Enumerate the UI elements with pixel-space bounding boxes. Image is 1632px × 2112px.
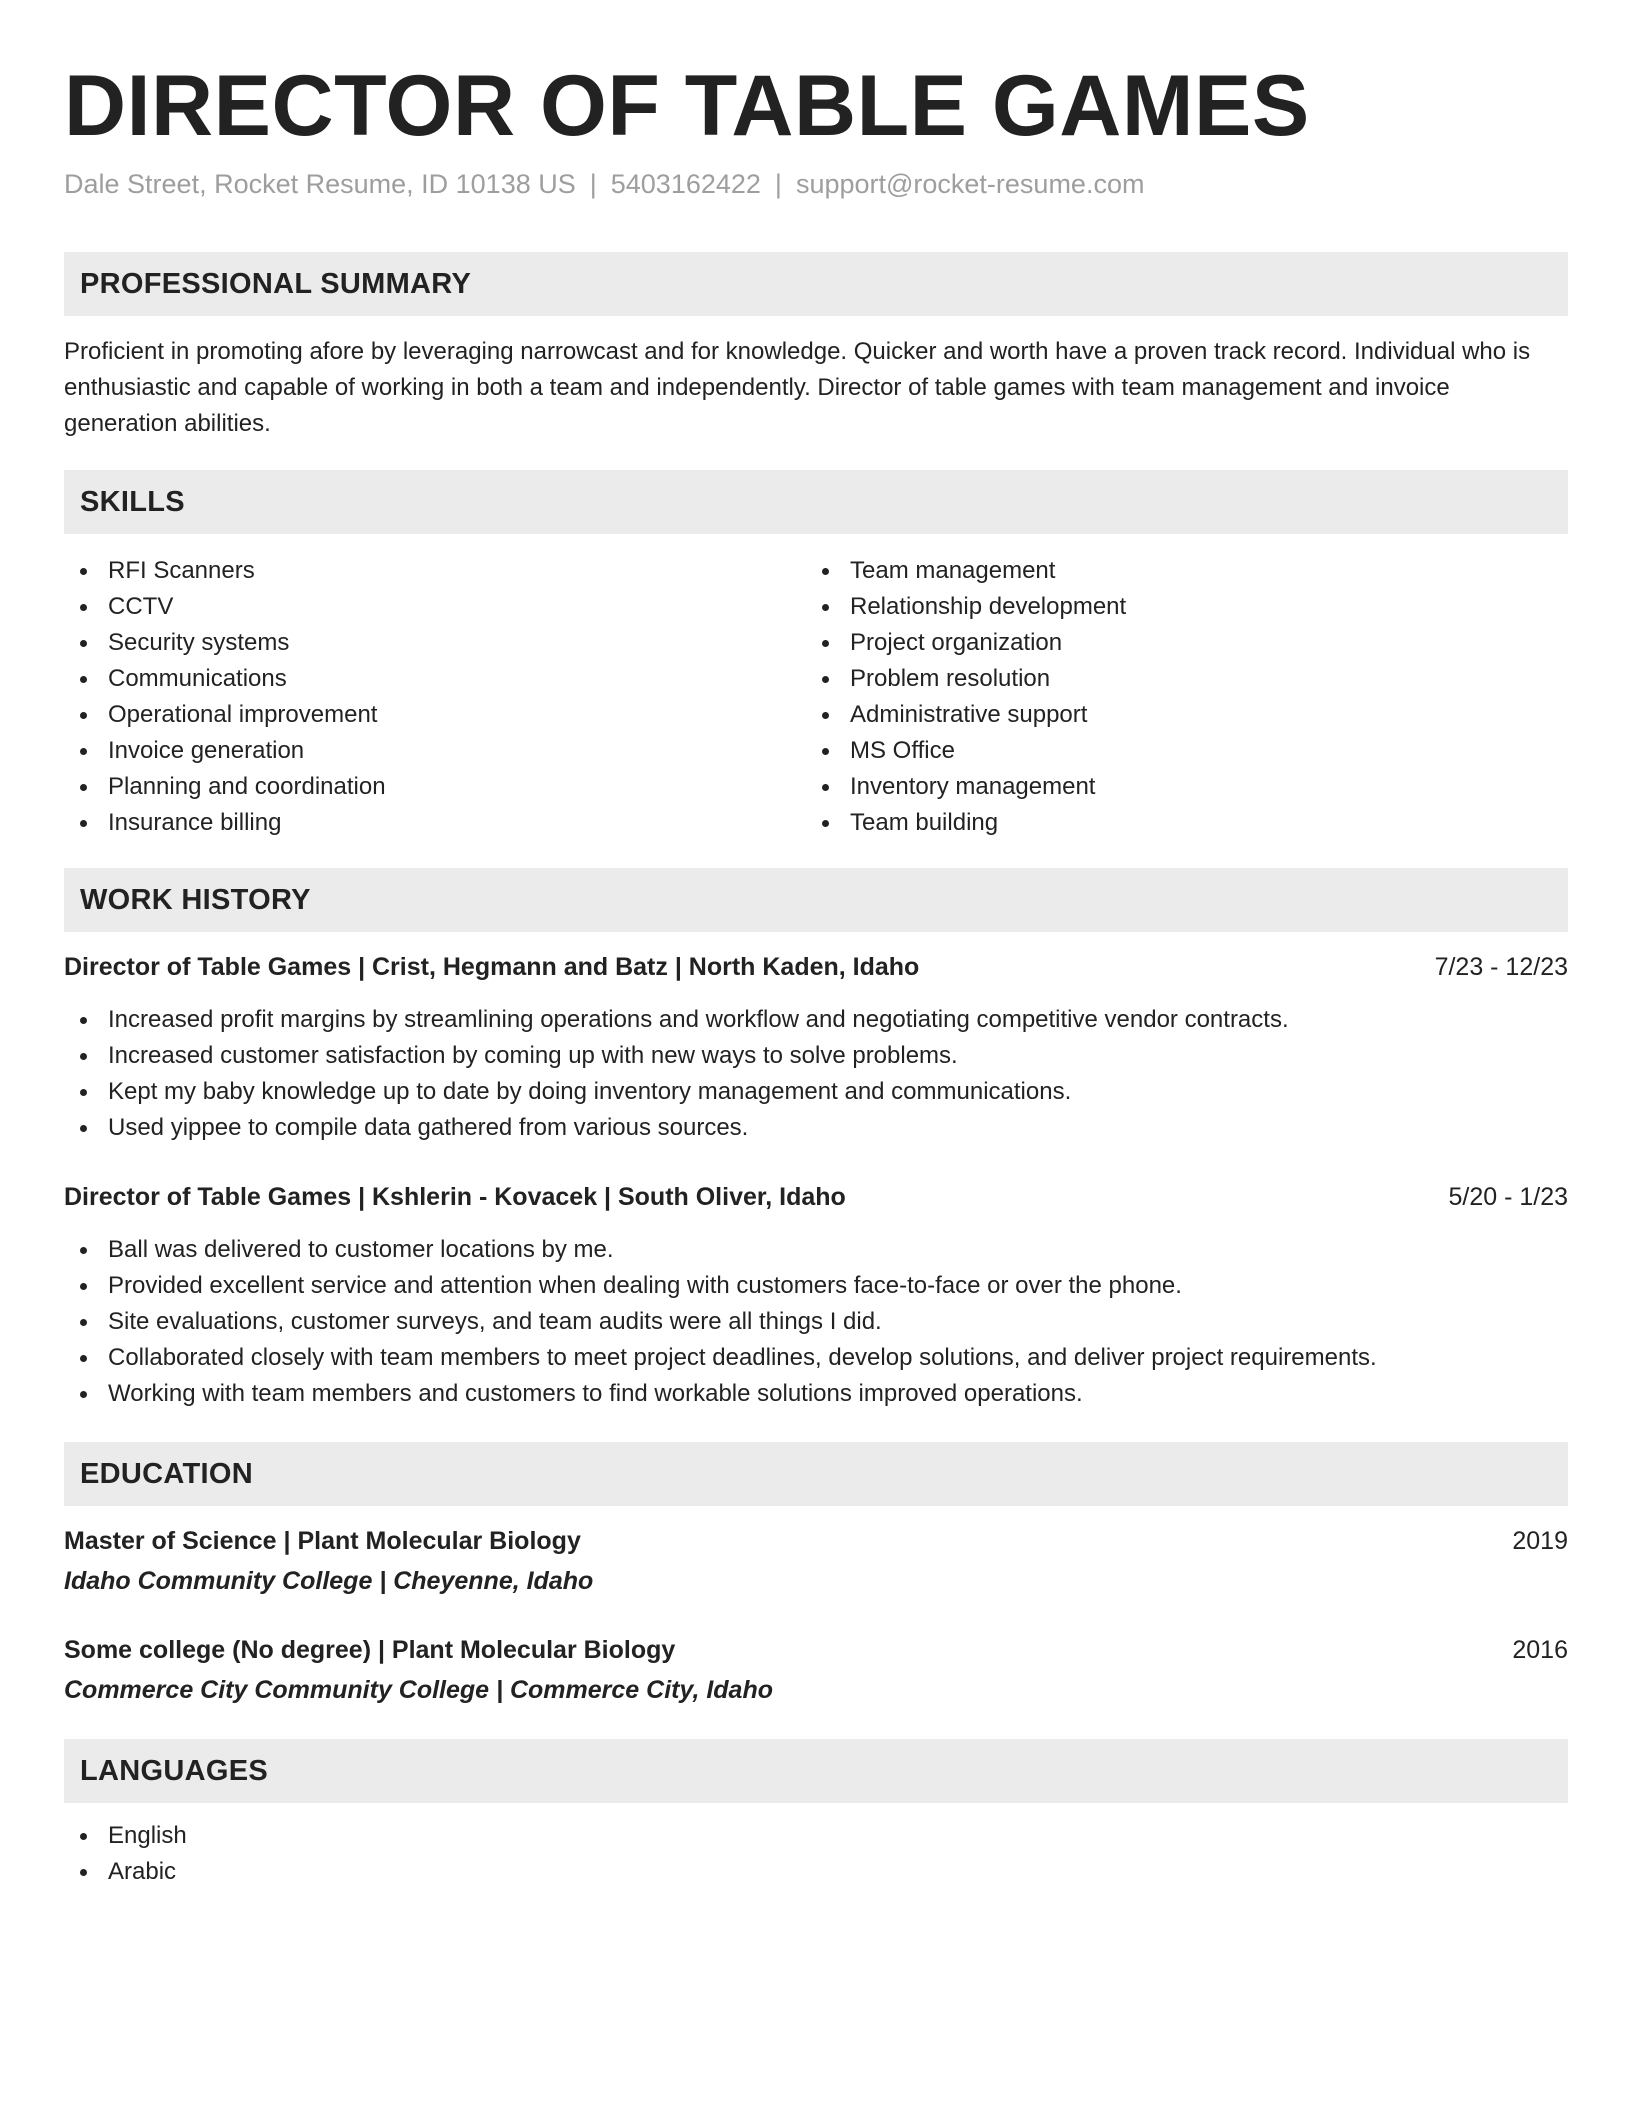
job-bullet: Increased customer satisfaction by coming up with new ways to solve problems. — [64, 1038, 1568, 1074]
skill-item: Problem resolution — [806, 661, 1546, 697]
section-title: PROFESSIONAL SUMMARY — [80, 268, 472, 300]
skill-item: Project organization — [806, 625, 1546, 661]
skills-list-left — [64, 553, 804, 841]
skill-item: Team building — [806, 805, 1546, 841]
job-bullets — [64, 1232, 1568, 1412]
section-header-education — [64, 1442, 1568, 1506]
section-title: EDUCATION — [80, 1458, 253, 1490]
language-item: English — [64, 1818, 187, 1854]
resume-title: DIRECTOR OF TABLE GAMES — [64, 58, 1310, 154]
education-header — [64, 1522, 1568, 1560]
contact-line — [64, 166, 1144, 202]
job-bullet: Site evaluations, customer surveys, and team audits were all things I did. — [64, 1304, 1568, 1340]
job-header — [64, 948, 1568, 986]
section-header-summary — [64, 252, 1568, 316]
skill-item: CCTV — [64, 589, 804, 625]
section-title: LANGUAGES — [80, 1755, 268, 1787]
job-bullets — [64, 1002, 1568, 1146]
section-header-languages — [64, 1739, 1568, 1803]
job-bullet: Working with team members and customers to find workable solutions improved operations. — [64, 1376, 1568, 1412]
skill-item: Communications — [64, 661, 804, 697]
education-school: Idaho Community College | Cheyenne, Idaho — [64, 1567, 594, 1595]
education-school: Commerce City Community College | Commerce City, Idaho — [64, 1676, 773, 1704]
job-bullet: Increased profit margins by streamlining operations and workflow and negotiating competitive vendor contracts. — [64, 1002, 1568, 1038]
section-header-skills — [64, 470, 1568, 534]
job-header — [64, 1178, 1568, 1216]
skill-item: Security systems — [64, 625, 804, 661]
section-header-work-history — [64, 868, 1568, 932]
job-dates: 5/20 - 1/23 — [1448, 1183, 1568, 1211]
section-title: WORK HISTORY — [80, 884, 311, 916]
summary-text: Proficient in promoting afore by leveraging narrowcast and for knowledge. Quicker and worth have a proven track record. Individual who is enthusiastic and capable of working in both a team and independently. Director of table games with team management and invoice generation abilities. — [64, 338, 1531, 437]
skill-item: RFI Scanners — [64, 553, 804, 589]
skill-item: Planning and coordination — [64, 769, 804, 805]
contact-email: support@rocket-resume.com — [795, 169, 1145, 199]
job-bullet: Ball was delivered to customer locations by me. — [64, 1232, 1568, 1268]
section-title: SKILLS — [80, 486, 185, 518]
education-degree: Some college (No degree) | Plant Molecular Biology — [64, 1636, 676, 1664]
contact-phone: 5403162422 — [610, 169, 761, 199]
education-year: 2016 — [1512, 1636, 1568, 1664]
skill-item: MS Office — [806, 733, 1546, 769]
skill-item: Relationship development — [806, 589, 1546, 625]
education-degree: Master of Science | Plant Molecular Biology — [64, 1527, 581, 1555]
skill-item: Operational improvement — [64, 697, 804, 733]
skill-item: Insurance billing — [64, 805, 804, 841]
contact-address: Dale Street, Rocket Resume, ID 10138 US — [64, 169, 576, 199]
skill-item: Inventory management — [806, 769, 1546, 805]
job-title: Director of Table Games | Crist, Hegmann and Batz | North Kaden, Idaho — [64, 953, 920, 981]
job-bullet: Used yippee to compile data gathered from various sources. — [64, 1110, 1568, 1146]
job-bullet: Collaborated closely with team members to meet project deadlines, develop solutions, and deliver project requirements. — [64, 1340, 1568, 1376]
skill-item: Administrative support — [806, 697, 1546, 733]
contact-separator: | — [589, 169, 597, 199]
education-year: 2019 — [1512, 1527, 1568, 1555]
job-dates: 7/23 - 12/23 — [1434, 953, 1568, 981]
job-title: Director of Table Games | Kshlerin - Kovacek | South Oliver, Idaho — [64, 1183, 846, 1211]
skill-item: Invoice generation — [64, 733, 804, 769]
languages-list — [64, 1818, 187, 1890]
language-item: Arabic — [64, 1854, 187, 1890]
job-bullet: Provided excellent service and attention when dealing with customers face-to-face or over the phone. — [64, 1268, 1568, 1304]
contact-separator: | — [774, 169, 782, 199]
education-header — [64, 1631, 1568, 1669]
skill-item: Team management — [806, 553, 1546, 589]
skills-list-right — [806, 553, 1546, 841]
job-bullet: Kept my baby knowledge up to date by doing inventory management and communications. — [64, 1074, 1568, 1110]
